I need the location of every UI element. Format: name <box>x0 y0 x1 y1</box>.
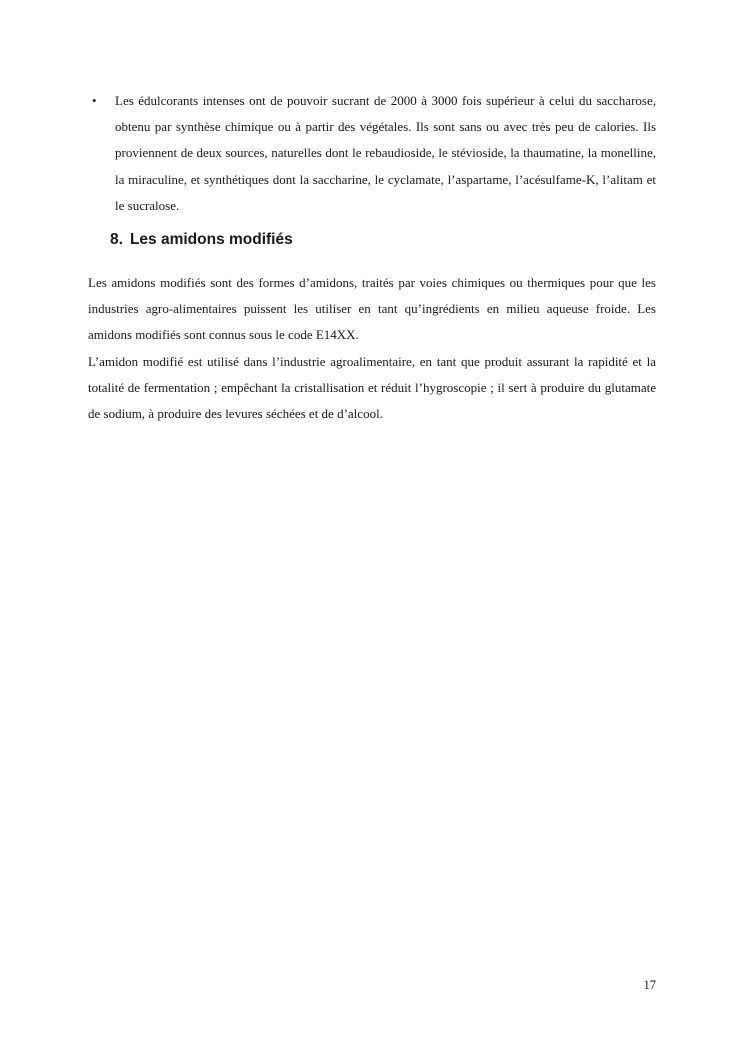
section-number: 8. <box>110 231 123 248</box>
paragraph-definition: Les amidons modifiés sont des formes d’amidons, traités par voies chimiques ou thermiques pour que les industries agro-alimentaires puissent les utiliser en tant qu’ingrédients en milieu aqueuse froide. Les amidons modifiés sont connus sous le code E14XX. <box>88 275 656 343</box>
section-title: Les amidons modifiés <box>129 231 293 248</box>
bullet-list-item <box>88 88 656 219</box>
bullet-text: Les édulcorants intenses ont de pouvoir sucrant de 2000 à 3000 fois supérieur à celui du saccharose, obtenu par synthèse chimique ou à partir des végétales. Ils sont sans ou avec très peu de calories. Ils proviennent de deux sources, naturelles dont le rebaudioside, le stévioside, la thaumatine, la monelline, la miraculine, et synthétiques dont la saccharine, le cyclamate, l’aspartame, l’acésulfame-K, l’alitam et le sucralose. <box>115 93 656 213</box>
page-number: 17 <box>643 978 656 992</box>
section-body <box>88 270 656 427</box>
bullet-marker: • <box>92 93 97 108</box>
section-heading <box>110 229 293 251</box>
paragraph-usage: L’amidon modifié est utilisé dans l’industrie agroalimentaire, en tant que produit assurant la rapidité et la totalité de fermentation ; empêchant la cristallisation et réduit l’hygroscopie ; il sert à produire du glutamate de sodium, à produire des levures séchées et de d’alcool. <box>88 353 656 422</box>
